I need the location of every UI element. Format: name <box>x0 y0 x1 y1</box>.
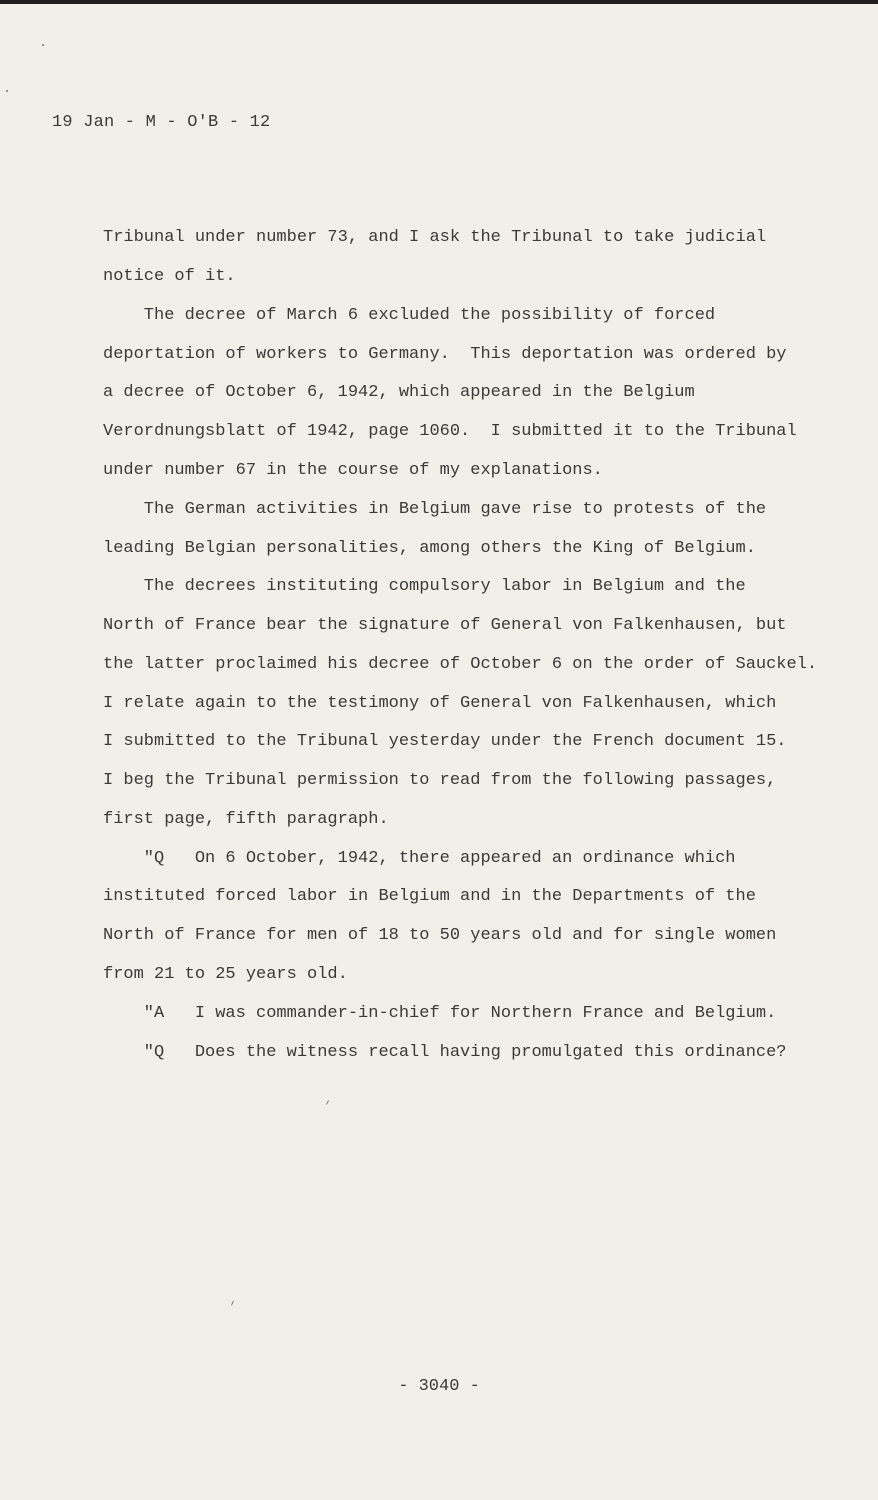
text-line: "Q Does the witness recall having promulgated this ordinance? <box>103 1043 787 1062</box>
text-line: I relate again to the testimony of General von Falkenhausen, which <box>103 694 777 713</box>
text-line: I beg the Tribunal permission to read from the following passages, <box>103 771 777 790</box>
paper-speck <box>231 1300 234 1306</box>
text-line: Verordnungsblatt of 1942, page 1060. I submitted it to the Tribunal <box>103 422 797 441</box>
text-line: first page, fifth paragraph. <box>103 810 389 829</box>
paper-speck <box>326 1100 329 1105</box>
text-line: deportation of workers to Germany. This deportation was ordered by <box>103 345 787 364</box>
text-line: The German activities in Belgium gave rise to protests of the <box>103 500 767 519</box>
text-line: The decrees instituting compulsory labor in Belgium and the <box>103 577 746 596</box>
text-line: leading Belgian personalities, among others the King of Belgium. <box>103 539 756 558</box>
text-line: "Q On 6 October, 1942, there appeared an ordinance which <box>103 849 736 868</box>
text-line: Tribunal under number 73, and I ask the Tribunal to take judicial <box>103 228 767 247</box>
text-line: "A I was commander-in-chief for Northern France and Belgium. <box>103 1004 777 1023</box>
text-line: notice of it. <box>103 267 236 286</box>
page-top-edge <box>0 0 878 4</box>
text-line: instituted forced labor in Belgium and in the Departments of the <box>103 887 756 906</box>
text-line: under number 67 in the course of my explanations. <box>103 461 603 480</box>
text-line: North of France for men of 18 to 50 years old and for single women <box>103 926 777 945</box>
paper-speck <box>42 44 44 46</box>
text-line: North of France bear the signature of General von Falkenhausen, but <box>103 616 787 635</box>
text-line: from 21 to 25 years old. <box>103 965 348 984</box>
text-line: The decree of March 6 excluded the possibility of forced <box>103 306 716 325</box>
page-number: - 3040 - <box>398 1377 480 1396</box>
paper-speck <box>6 90 8 92</box>
text-line: the latter proclaimed his decree of October 6 on the order of Sauckel. <box>103 655 818 674</box>
page-reference: 19 Jan - M - O'B - 12 <box>52 113 271 132</box>
text-line: a decree of October 6, 1942, which appeared in the Belgium <box>103 383 695 402</box>
text-line: I submitted to the Tribunal yesterday under the French document 15. <box>103 732 787 751</box>
